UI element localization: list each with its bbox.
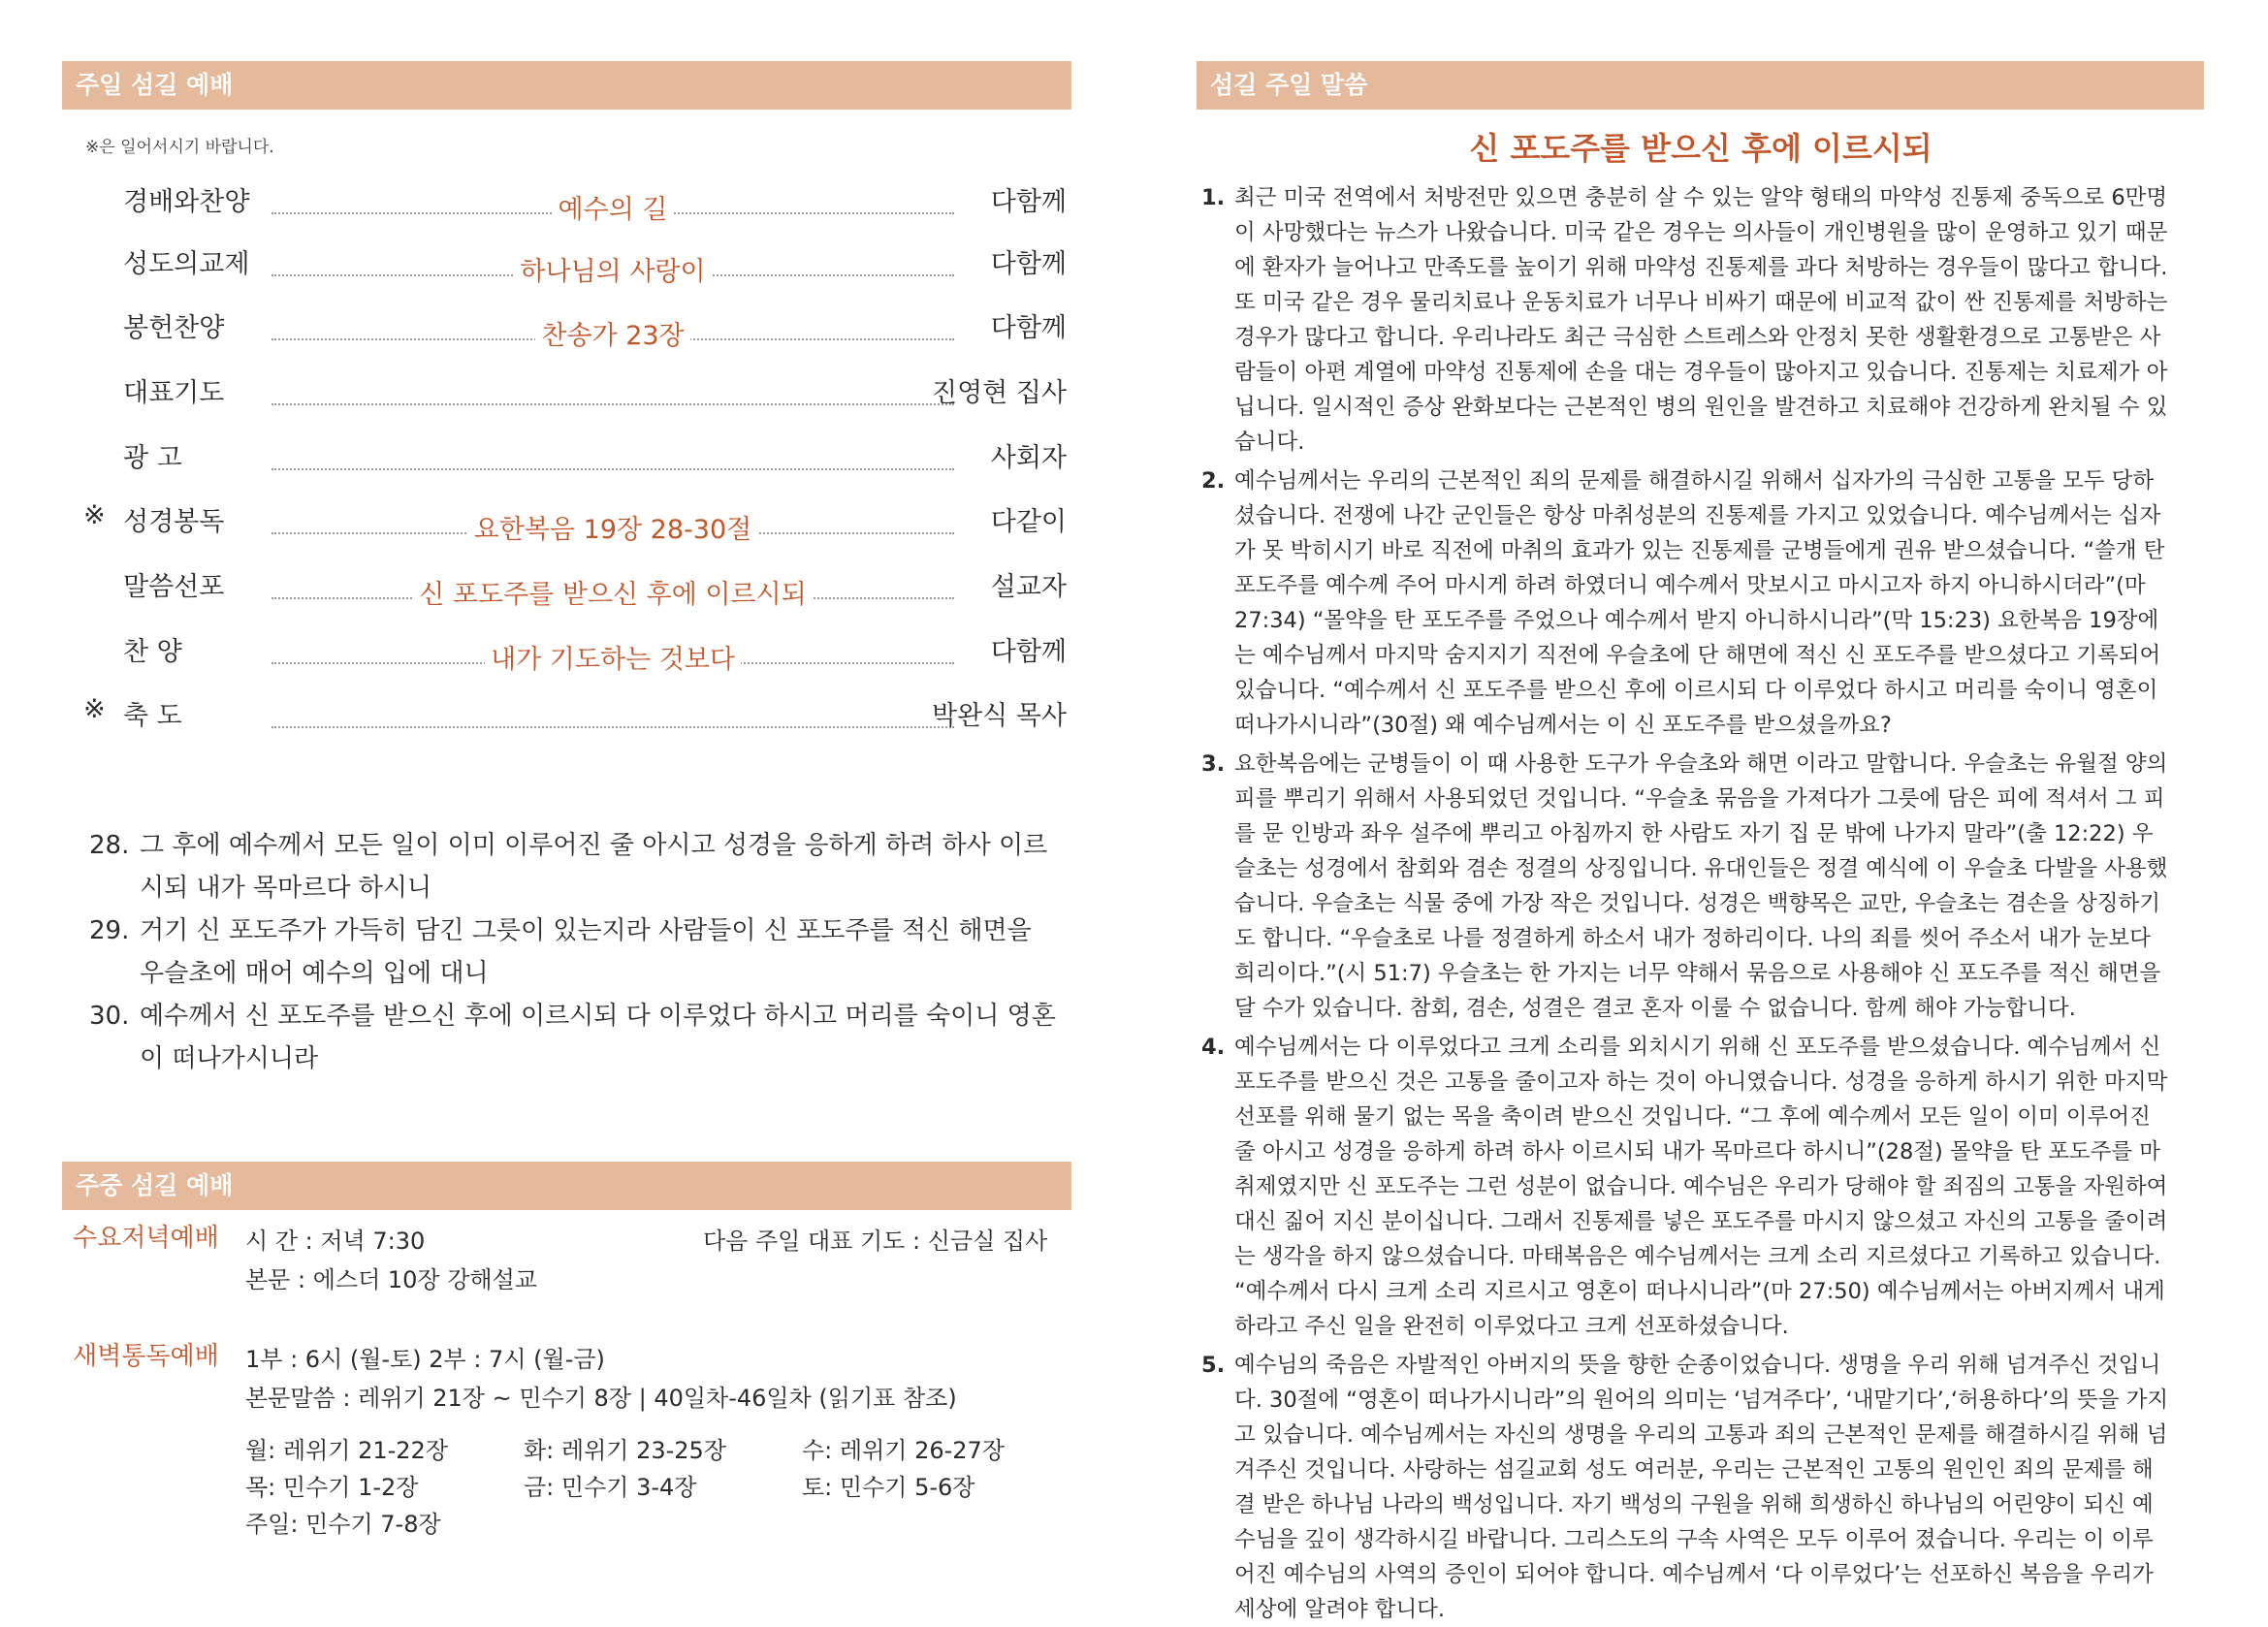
paragraph-text: 요한복음에는 군병들이 이 때 사용한 도구가 우슬초와 해면 이라고 말합니다. 우슬초는 유월절 양의 피를 뿌리기 위해서 사용되었던 것입니다. “우슬초 묶음을 가져다가 그릇에 담은 피에 적셔서 그 피를 문 인방과 좌우 설주에 뿌리고 아침까지 한 사람도 자기 집 문 밖에 나가지 말라”(출 12:22) 우슬초는 성경에서 참회와 겸손 정결의 상징입니다. 유대인들은 정결 예식에 이 우슬초 다발을 사용했습니다. 우슬초는 식물 중에 가장 작은 것입니다. 성경은 백향목은 교만, 우슬초는 겸손을 상징하기도 합니다. “우슬초로 나를 정결하게 하소서 내가 정하리이다. 나의 죄를 씻어 주소서 내가 눈보다 희리이다.”(시 51:7) 우슬초는 한 가지는 너무 약해서 묶음으로 사용해야 신 포도주를 적신 해면을 달 수가 있습니다. 참회, 겸손, 성결은 결코 혼자 이룰 수 없습니다. 함께 해야 가능합니다. — [1234, 751, 2168, 1021]
sermon-paragraph — [1201, 463, 2171, 743]
order-item-label: 경배와찬양 — [123, 187, 250, 217]
order-item-title: 찬송가 23장 — [535, 321, 689, 351]
order-item-leader: 설교자 — [990, 572, 1067, 602]
order-item-label: 광 고 — [123, 443, 182, 473]
paragraph-number: 3. — [1201, 751, 1226, 777]
order-row — [78, 565, 1067, 610]
order-row — [78, 242, 1067, 287]
paragraph-number: 2. — [1201, 468, 1226, 494]
dawn-service-title: 새벽통독예배 — [73, 1342, 219, 1371]
sermon-paragraph — [1201, 180, 2171, 460]
reading-day: 금: 민수기 3-4장 — [524, 1474, 697, 1501]
scripture-verses — [89, 824, 1059, 1080]
order-row — [78, 371, 1067, 410]
verse-number: 30. — [89, 1002, 130, 1031]
time-label: 시 간 : — [245, 1228, 313, 1255]
sermon-paragraph — [1201, 1030, 2171, 1344]
verse-number: 29. — [89, 916, 130, 945]
dawn-text: 본문말씀 : 레위기 21장 ~ 민수기 8장 | 40일차-46일차 (읽기표 참조) — [245, 1385, 957, 1412]
order-item-leader: 다함께 — [990, 249, 1067, 279]
reading-day: 주일: 민수기 7-8장 — [245, 1511, 441, 1538]
order-item-leader: 다함께 — [990, 313, 1067, 343]
order-row — [78, 500, 1067, 545]
order-item-title: 요한복음 19장 28-30절 — [468, 515, 757, 545]
order-row — [78, 436, 1067, 475]
order-item-label: 봉헌찬양 — [123, 313, 225, 343]
verse — [89, 995, 1059, 1080]
paragraph-text: 최근 미국 전역에서 처방전만 있으면 충분히 살 수 있는 알약 형태의 마약성 진통제 중독으로 6만명이 사망했다는 뉴스가 나왔습니다. 미국 같은 경우는 의사들이 개인병원을 많이 운영하고 있기 때문에 환자가 늘어나고 만족도를 높이기 위해 마약성 진통제를 과다 처방하는 경우들이 많다고 합니다. 또 미국 같은 경우 물리치료나 운동치료가 너무나 비싸기 때문에 비교적 값이 싼 진통제를 처방하는 경우가 많다고 합니다. 우리나라도 최근 극심한 스트레스와 안정치 못한 생활환경으로 고통받은 사람들이 아편 계열에 마약성 진통제에 손을 대는 경우들이 많아지고 있습니다. 진통제는 치료제가 아닙니다. 일시적인 증상 완화보다는 근본적인 병의 원인을 발견하고 치료해야 건강하게 완치될 수 있습니다. — [1234, 185, 2168, 455]
order-item-leader: 다함께 — [990, 187, 1067, 217]
order-item-leader: 박완식 목사 — [932, 701, 1067, 731]
dotted-leader — [272, 468, 954, 470]
order-item-title: 예수의 길 — [553, 195, 674, 225]
order-item-label: 성도의교제 — [123, 249, 250, 279]
order-item-title: 내가 기도하는 것보다 — [485, 645, 741, 675]
order-item-label: 성경봉독 — [123, 507, 225, 537]
order-row — [78, 630, 1067, 675]
order-item-label: 축 도 — [123, 701, 182, 731]
wednesday-service-title: 수요저녁예배 — [73, 1224, 219, 1253]
paragraph-text: 예수님께서는 우리의 근본적인 죄의 문제를 해결하시길 위해서 십자가의 극심한 고통을 모두 당하셨습니다. 전쟁에 나간 군인들은 항상 마취성분의 진통제를 가지고 있었습니다. 예수님께서는 십자가 못 박히시기 바로 직전에 마취의 효과가 있는 진통제를 군병들에게 권유 받으셨습니다. “쓸개 탄 포도주를 예수께 주어 마시게 하려 하였더니 예수께서 맛보시고 마시고자 하지 아니하시더라”(마 27:34) “몰약을 탄 포도주를 주었으나 예수께서 받지 아니하시니라”(막 15:23) 요한복음 19장에는 예수님께서 마지막 숨지지기 직전에 우슬초에 단 해면에 적신 신 포도주를 받으셨다고 기록되어 있습니다. “예수께서 신 포도주를 받으신 후에 이르시되 다 이루었다 하시고 머리를 숙이니 영혼이 떠나가시니라”(30절) 왜 예수님께서는 이 신 포도주를 받으셨을까요? — [1234, 468, 2165, 738]
dotted-leader — [272, 726, 954, 728]
order-item-label: 대표기도 — [123, 378, 225, 408]
left-page — [0, 0, 1134, 1604]
order-row — [78, 694, 1067, 733]
order-item-leader: 진영현 집사 — [932, 378, 1067, 408]
verse-text: 거기 신 포도주가 가득히 담긴 그릇이 있는지라 사람들이 신 포도주를 적신 해면을 우슬초에 매어 예수의 입에 대니 — [140, 916, 1032, 988]
sermon-paragraph — [1201, 747, 2171, 1026]
reading-day: 월: 레위기 21-22장 — [245, 1437, 449, 1464]
order-item-leader: 사회자 — [990, 443, 1067, 473]
paragraph-number: 1. — [1201, 185, 1226, 210]
reading-day: 화: 레위기 23-25장 — [524, 1437, 727, 1464]
order-item-title: 하나님의 사랑이 — [514, 257, 711, 287]
verse-number: 28. — [89, 831, 130, 860]
standing-note: ※은 일어서시기 바랍니다. — [85, 138, 274, 157]
order-row — [78, 180, 1067, 225]
paragraph-number: 4. — [1201, 1035, 1226, 1060]
verse-text: 예수께서 신 포도주를 받으신 후에 이르시되 다 이루었다 하시고 머리를 숙이니 영혼이 떠나가시니라 — [140, 1002, 1056, 1073]
order-item-leader: 다함께 — [990, 637, 1067, 667]
verse — [89, 909, 1059, 995]
next-sunday-prayer: 다음 주일 대표 기도 : 신금실 집사 — [703, 1228, 1048, 1255]
reading-day: 수: 레위기 26-27장 — [802, 1437, 1006, 1464]
sermon-body — [1201, 180, 2171, 1627]
section-title-sunday-service: 주일 섬길 예배 — [62, 61, 1071, 110]
order-item-label: 말씀선포 — [123, 572, 225, 602]
dotted-leader — [272, 403, 954, 405]
order-item-label: 찬 양 — [123, 637, 182, 667]
verse-text: 그 후에 예수께서 모든 일이 이미 이루어진 줄 아시고 성경을 응하게 하려 하사 이르시되 내가 목마르다 하시니 — [140, 831, 1048, 903]
sermon-paragraph — [1201, 1348, 2171, 1627]
reading-day: 목: 민수기 1-2장 — [245, 1474, 419, 1501]
stand-mark: ※ — [83, 694, 106, 724]
wednesday-text: 본문 : 에스더 10장 강해설교 — [245, 1266, 537, 1293]
order-item-title: 신 포도주를 받으신 후에 이르시되 — [413, 580, 812, 610]
section-title-sermon: 섬길 주일 말씀 — [1197, 61, 2204, 110]
wednesday-time — [245, 1222, 425, 1256]
reading-day: 토: 민수기 5-6장 — [802, 1474, 975, 1501]
verse — [89, 824, 1059, 909]
order-item-leader: 다같이 — [990, 507, 1067, 537]
stand-mark: ※ — [83, 500, 106, 530]
paragraph-number: 5. — [1201, 1353, 1226, 1378]
sermon-title: 신 포도주를 받으신 후에 이르시되 — [1469, 130, 1933, 167]
order-row — [78, 306, 1067, 351]
right-page — [1134, 0, 2268, 1622]
dawn-times: 1부 : 6시 (월-토) 2부 : 7시 (월-금) — [245, 1346, 605, 1373]
section-title-weekday-service: 주중 섬길 예배 — [62, 1162, 1071, 1210]
time-value: 저녁 7:30 — [320, 1228, 426, 1255]
paragraph-text: 예수님의 죽음은 자발적인 아버지의 뜻을 향한 순종이었습니다. 생명을 우리 위해 넘겨주신 것입니다. 30절에 “영혼이 떠나가시니라”의 원어의 의미는 ‘넘겨주다’, ‘내맡기다’,‘허용하다’의 뜻을 가지고 있습니다. 예수님께서는 자신의 생명을 우리의 고통과 죄의 근본적인 문제를 해결하시길 위해 넘겨주신 것입니다. 사랑하는 섬길교회 성도 여러분, 우리는 근본적인 고통의 원인인 죄의 문제를 해결 받은 하나님 나라의 백성입니다. 자기 백성의 구원을 위해 희생하신 하나님의 어린양이 되신 예수님을 깊이 생각하시길 바랍니다. 그리스도의 구속 사역은 모두 이루어 졌습니다. 우리는 이 이루어진 예수님의 사역의 증인이 되어야 합니다. 예수님께서 ‘다 이루었다’는 선포하신 복음을 우리가 세상에 알려야 합니다. — [1234, 1353, 2169, 1622]
paragraph-text: 예수님께서는 다 이루었다고 크게 소리를 외치시기 위해 신 포도주를 받으셨습니다. 예수님께서 신 포도주를 받으신 것은 고통을 줄이고자 하는 것이 아니였습니다. 성경을 응하게 하시기 위한 마지막 선포를 위해 물기 없는 목을 축이려 받으신 것입니다. “그 후에 예수께서 모든 일이 이미 이루어진 줄 아시고 성경을 응하게 하려 하사 이르시되 내가 목마르다 하시니”(28절) 몰약을 탄 포도주를 마취제였지만 신 포도주는 그런 성분이 없습니다. 예수님은 우리가 당해야 할 죄짐의 고통을 자원하여 대신 짊어 지신 분이십니다. 그래서 진통제를 넣은 포도주를 마시지 않으셨고 자신의 고통을 줄이려는 생각을 하지 않으셨습니다. 마태복음은 예수님께서는 크게 소리 지르셨다고 기록하고 있습니다. “예수께서 다시 크게 소리 지르시고 영혼이 떠나시니라”(마 27:50) 예수님께서는 아버지께서 내게 하라고 주신 일을 완전히 이루었다고 크게 선포하셨습니다. — [1234, 1035, 2168, 1339]
